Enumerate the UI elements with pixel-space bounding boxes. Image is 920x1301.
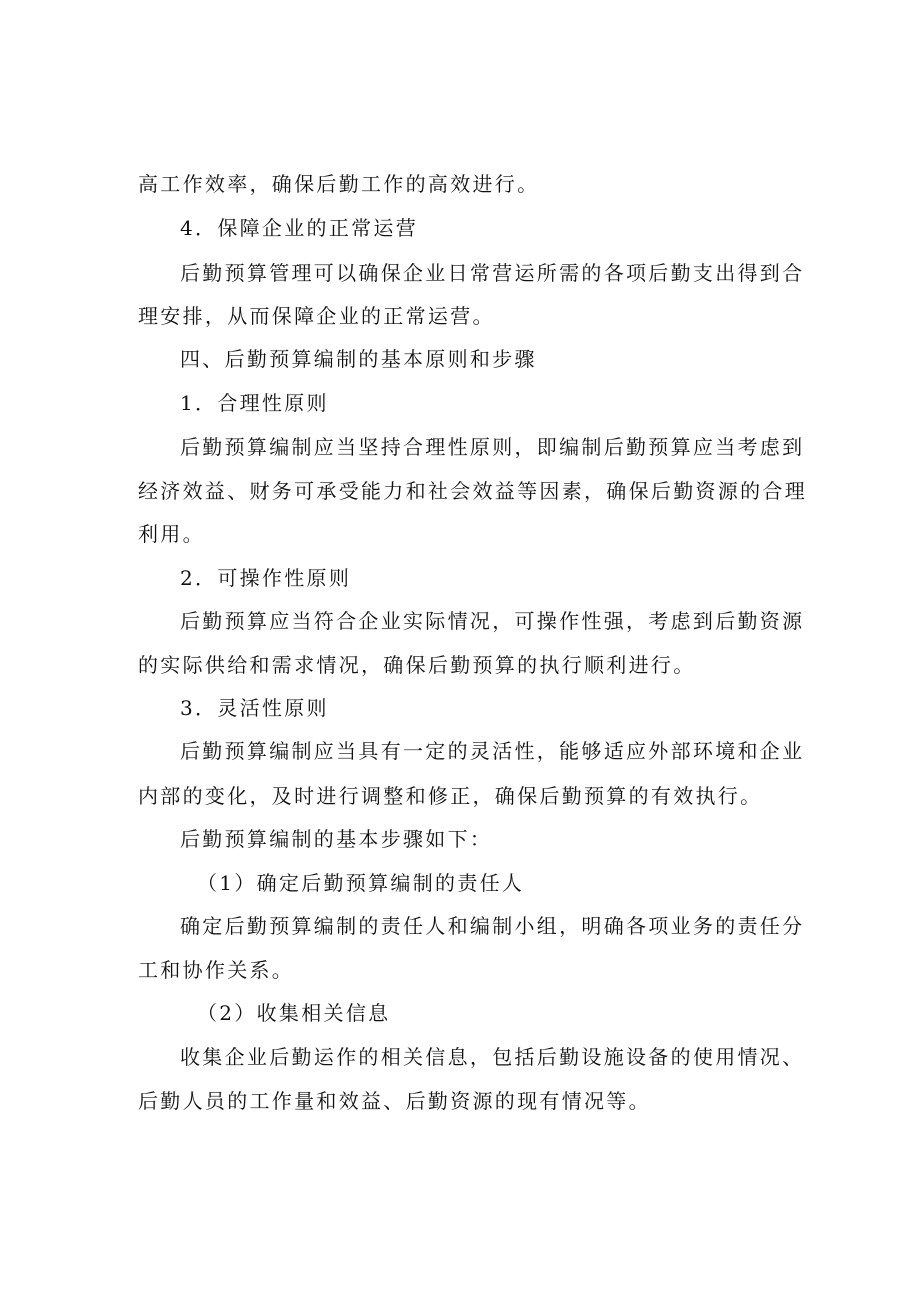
paragraph-line: 后勤预算编制应当坚持合理性原则，即编制后勤预算应当考虑到 [180, 435, 805, 459]
paragraph-line: 的实际供给和需求情况，确保后勤预算的执行顺利进行。 [138, 653, 696, 677]
paragraph-line: 内部的变化，及时进行调整和修正，确保后勤预算的有效执行。 [138, 784, 763, 808]
paragraph-line: 利用。 [138, 522, 205, 546]
section-heading: 1．合理性原则 [180, 391, 329, 415]
paragraph-line: 工和协作关系。 [138, 958, 295, 982]
section-heading: 4．保障企业的正常运营 [180, 216, 419, 240]
paragraph-line: 后勤人员的工作量和效益、后勤资源的现有情况等。 [138, 1089, 651, 1113]
paragraph-line: 后勤预算编制应当具有一定的灵活性，能够适应外部环境和企业 [180, 739, 805, 763]
step-heading: （1）确定后勤预算编制的责任人 [197, 871, 525, 895]
paragraph-line: 理安排，从而保障企业的正常运营。 [138, 304, 495, 328]
chapter-heading: 四、后勤预算编制的基本原则和步骤 [180, 347, 537, 371]
step-heading: （2）收集相关信息 [197, 1001, 391, 1025]
paragraph-line: 后勤预算编制的基本步骤如下： [180, 827, 493, 851]
section-heading: 2．可操作性原则 [180, 566, 352, 590]
paragraph-line: 高工作效率，确保后勤工作的高效进行。 [138, 172, 540, 196]
paragraph-line: 后勤预算应当符合企业实际情况，可操作性强，考虑到后勤资源 [180, 609, 805, 633]
paragraph-line: 后勤预算管理可以确保企业日常营运所需的各项后勤支出得到合 [180, 261, 805, 285]
section-heading: 3．灵活性原则 [180, 696, 329, 720]
paragraph-line: 经济效益、财务可承受能力和社会效益等因素，确保后勤资源的合理 [138, 479, 807, 503]
paragraph-line: 确定后勤预算编制的责任人和编制小组，明确各项业务的责任分 [180, 914, 805, 938]
paragraph-line: 收集企业后勤运作的相关信息，包括后勤设施设备的使用情况、 [180, 1045, 805, 1069]
